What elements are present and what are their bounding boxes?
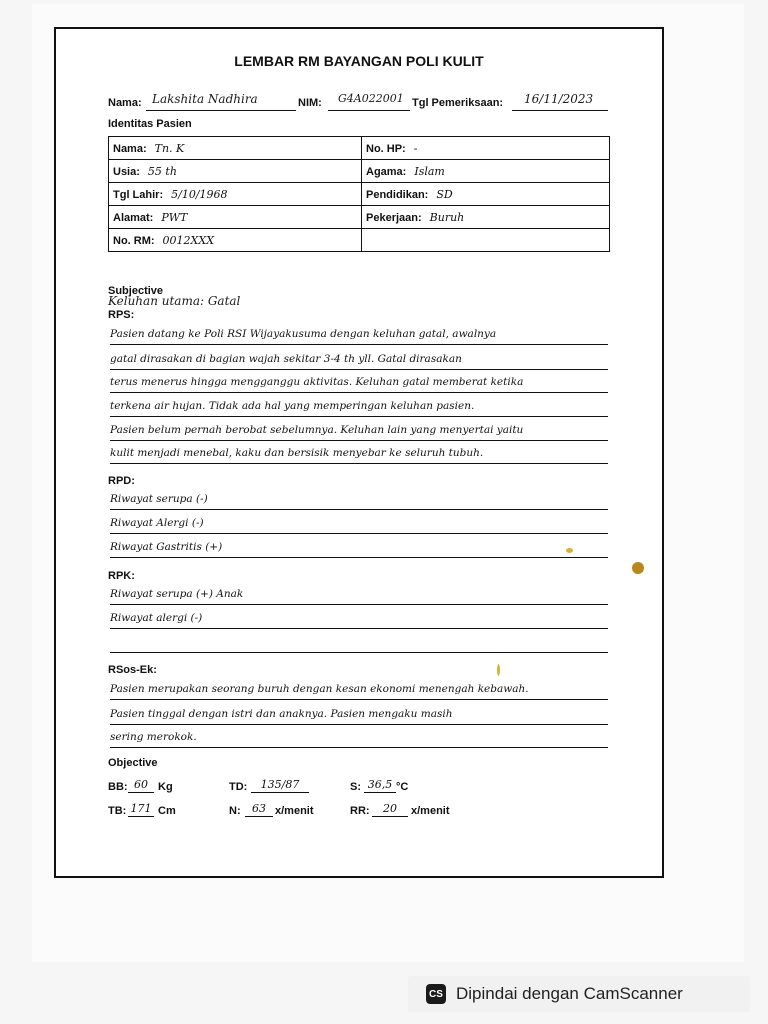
form-title: LEMBAR RM BAYANGAN POLI KULIT bbox=[234, 53, 484, 69]
rpd-line: Riwayat Alergi (-) bbox=[110, 513, 608, 534]
nama-label: Nama: bbox=[108, 97, 142, 109]
tb-unit: Cm bbox=[158, 805, 176, 817]
stain-mark bbox=[497, 664, 500, 676]
objective-heading: Objective bbox=[108, 757, 158, 769]
nim-underline bbox=[328, 110, 410, 111]
patient-table bbox=[108, 136, 610, 252]
rpk-line bbox=[110, 632, 608, 653]
n-unit: x/menit bbox=[275, 805, 314, 817]
td-value: 135/87 bbox=[251, 778, 309, 793]
rpk-line: Riwayat serupa (+) Anak bbox=[110, 584, 608, 605]
rps-label: RPS: bbox=[108, 309, 135, 321]
rpd-line: Riwayat Gastritis (+) bbox=[110, 537, 608, 558]
nim-value: G4A022001 bbox=[338, 92, 404, 105]
s-value: 36,5 bbox=[364, 778, 396, 793]
cell-nama: Nama: Tn. K bbox=[109, 137, 362, 160]
keluhan-utama: Keluhan utama: Gatal bbox=[108, 294, 241, 308]
s-label: S: bbox=[350, 781, 361, 793]
stain-mark bbox=[566, 548, 573, 553]
cell-empty bbox=[362, 229, 610, 252]
rpk-label: RPK: bbox=[108, 570, 135, 582]
cell-hp: No. HP: - bbox=[362, 137, 610, 160]
cell-pekerjaan: Pekerjaan: Buruh bbox=[362, 206, 610, 229]
camscanner-text: Dipindai dengan CamScanner bbox=[456, 984, 683, 1003]
bb-label: BB: bbox=[108, 781, 128, 793]
tgl-underline bbox=[512, 110, 608, 111]
rpd-label: RPD: bbox=[108, 475, 135, 487]
identitas-label: Identitas Pasien bbox=[108, 118, 192, 130]
rps-line: kulit menjadi menebal, kaku dan bersisik menyebar ke seluruh tubuh. bbox=[110, 443, 608, 464]
td-label: TD: bbox=[229, 781, 248, 793]
rpd-line: Riwayat serupa (-) bbox=[110, 489, 608, 510]
rpk-line: Riwayat alergi (-) bbox=[110, 608, 608, 629]
rps-line: terus menerus hingga mengganggu aktivitas. Keluhan gatal memberat ketika bbox=[110, 372, 608, 393]
tgl-label: Tgl Pemeriksaan: bbox=[412, 97, 504, 109]
subjective-heading: Subjective bbox=[108, 285, 164, 297]
rps-line: gatal dirasakan di bagian wajah sekitar 3-4 th yll. Gatal dirasakan bbox=[110, 349, 608, 370]
rr-value: 20 bbox=[372, 802, 408, 817]
cell-rm: No. RM: 0012XXX bbox=[109, 229, 362, 252]
bb-unit: Kg bbox=[158, 781, 173, 793]
rps-line: Pasien datang ke Poli RSI Wijayakusuma dengan keluhan gatal, awalnya bbox=[110, 324, 608, 345]
rr-unit: x/menit bbox=[411, 805, 450, 817]
rr-label: RR: bbox=[350, 805, 370, 817]
rsos-line: Pasien merupakan seorang buruh dengan kesan ekonomi menengah kebawah. bbox=[110, 679, 608, 700]
camscanner-badge bbox=[408, 976, 750, 1012]
n-label: N: bbox=[229, 805, 241, 817]
tb-label: TB: bbox=[108, 805, 127, 817]
cell-pendidikan: Pendidikan: SD bbox=[362, 183, 610, 206]
cell-lahir: Tgl Lahir: 5/10/1968 bbox=[109, 183, 362, 206]
rps-line: Pasien belum pernah berobat sebelumnya. Keluhan lain yang menyertai yaitu bbox=[110, 420, 608, 441]
rsos-line: Pasien tinggal dengan istri dan anaknya. Pasien mengaku masih bbox=[110, 704, 608, 725]
s-unit: °C bbox=[396, 781, 409, 793]
cell-agama: Agama: Islam bbox=[362, 160, 610, 183]
nim-label: NIM: bbox=[298, 97, 322, 109]
rps-line: terkena air hujan. Tidak ada hal yang memperingan keluhan pasien. bbox=[110, 396, 608, 417]
tgl-value: 16/11/2023 bbox=[524, 92, 594, 106]
nama-underline bbox=[146, 110, 296, 111]
stain-mark bbox=[632, 562, 644, 574]
bb-value: 60 bbox=[128, 778, 154, 793]
rsos-line: sering merokok. bbox=[110, 727, 608, 748]
n-value: 63 bbox=[245, 802, 273, 817]
tb-value: 171 bbox=[128, 802, 154, 817]
cell-usia: Usia: 55 th bbox=[109, 160, 362, 183]
rsos-label: RSos-Ek: bbox=[108, 664, 157, 676]
camscanner-icon: CS bbox=[426, 984, 446, 1004]
nama-value: Lakshita Nadhira bbox=[152, 92, 258, 106]
cell-alamat: Alamat: PWT bbox=[109, 206, 362, 229]
